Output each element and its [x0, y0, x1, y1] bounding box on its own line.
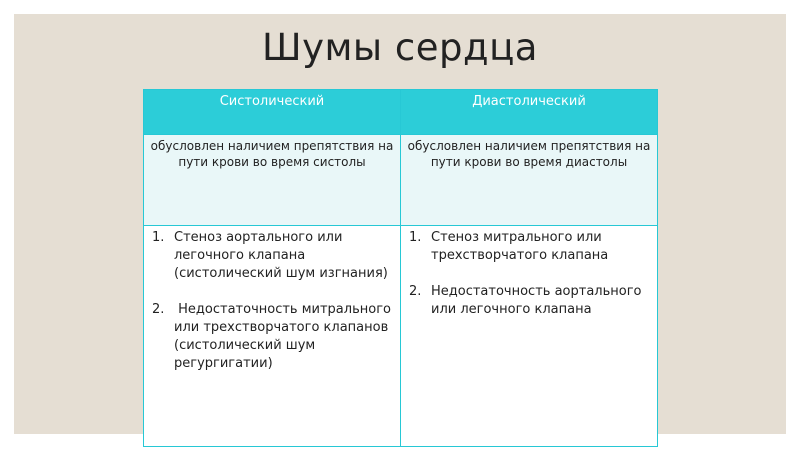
systolic-description: обусловлен наличием препятствия на пути крови во время систолы [144, 135, 401, 226]
murmur-table [143, 89, 658, 447]
list-item: 1. Стеноз аортального или легочного клапана (систолический шум изгнания) [152, 230, 388, 281]
diastolic-description: обусловлен наличием препятствия на пути крови во время диастолы [401, 135, 658, 226]
column-header-systolic: Систолический [144, 90, 401, 135]
list-item: 2. Недостаточность аортального или легочного клапана [409, 284, 642, 317]
list-item: 2. Недостаточность митрального или трехстворчатого клапанов (систолический шум регургигатии) [152, 302, 396, 371]
systolic-causes [144, 226, 401, 447]
diastolic-causes [401, 226, 658, 447]
column-header-diastolic: Диастолический [401, 90, 658, 135]
slide-title: Шумы сердца [262, 26, 538, 69]
list-item: 1. Стеноз митрального или трехстворчатого клапана [409, 230, 609, 263]
